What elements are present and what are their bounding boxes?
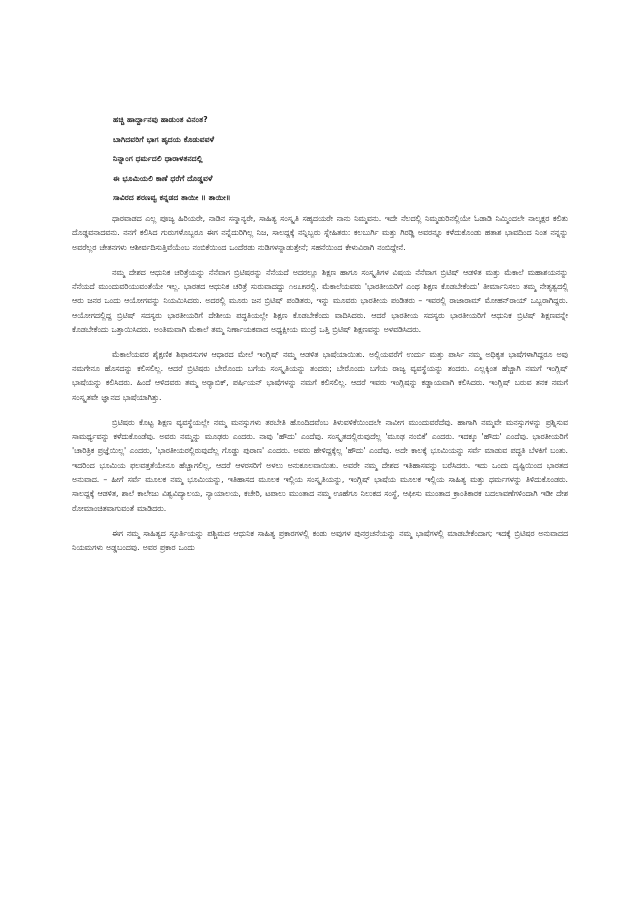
paragraph-british-education: ಬ್ರಿಟಿಷರು ಕೊಟ್ಟ ಶಿಕ್ಷಣ ವ್ಯವಸ್ಥೆಯಲ್ಲೇ ನಮ್ಮ ಮನಸ್ಸುಗಳು ತರಬೇತಿ ಹೊಂದಿದವೆಂಬ ತಿಳುವಳಿಕೆಯಿಂದಲೇ ನಾವೀಗ ಮುಂದುವರೆದೆವು. ಹಾಗಾಗಿ ನಮ್ಮವೇ ಮನಸ್ಸುಗಳನ್ನು ಪ್ರಶ್ನಿಸುವ ಸಾಮರ್ಥ್ಯವನ್ನು ಕಳೆದುಕೊಂಡೆವು. ಅವರು ನಮ್ಮನ್ನು ಮೂಢರು ಎಂದರು. ನಾವು 'ಹೌದು' ಎಂದೆವು. ಸಂಸ್ಕೃತದಲ್ಲಿರುವುದೆಲ್ಲ 'ಮೂಢ ನಂಬಿಕೆ' ಎಂದರು. ಇದಕ್ಕೂ 'ಹೌದು' ಎಂದೆವು. ಭಾರತೀಯರಿಗೆ 'ಚಾರಿತ್ರಿಕ ಪ್ರಜ್ಞೆಯಿಲ್ಲ' ಎಂದರು, 'ಭಾರತೀಯರಲ್ಲಿರುವುದೆಲ್ಲ ಗೊಡ್ಡು ಪುರಾಣ' ಎಂದರು. ಅವರು ಹೇಳಿದ್ದಕ್ಕೆಲ್ಲ 'ಹೌದು' ಎಂದೆವು. ಅದೇ ಕಾಲಕ್ಕೆ ಭೂಮಿಯನ್ನು ಸರ್ವೆ ಮಾಡುವ ಪದ್ಧತಿ ಬೆಳಕಿಗೆ ಬಂತು. ಇದರಿಂದ ಭೂಮಿಯ ಫಲವತ್ತತೆಯೇನೂ ಹೆಚ್ಚಾಗಲಿಲ್ಲ, ಆದರೆ ಆಳರಸರಿಗೆ ಅಳಲು ಅನುಕೂಲವಾಯಿತು. ಅವರೇ ನಮ್ಮ ದೇಶದ ಇತಿಹಾಸವನ್ನು ಬರೆಸಿದರು. ಇದು ಒಂದು ದೃಷ್ಟಿಯಿಂದ ಭಾರತದ ಅನುವಾದ. – ಹೀಗೆ ಸರ್ವೆ ಮೂಲಕ ನಮ್ಮ ಭೂಮಿಯನ್ನು, ಇತಿಹಾಸದ ಮೂಲಕ ಇಲ್ಲಿಯ ಸಂಸ್ಕೃತಿಯನ್ನು, ಇಂಗ್ಲಿಷ್ ಭಾಷೆಯ ಮೂಲಕ ಇಲ್ಲಿಯ ಸಾಹಿತ್ಯ ಮತ್ತು ಧರ್ಮಗಳನ್ನು ತಿಳಿದುಕೊಂಡರು. ಸಾಲದ್ದಕ್ಕೆ ಆಡಳಿತ, ಶಾಲೆ ಕಾಲೇಜು ವಿಶ್ವವಿದ್ಯಾಲಯ, ನ್ಯಾಯಾಲಯ, ಕಚೇರಿ, ಟಪಾಲು ಮುಂತಾದ ನಮ್ಮ ಊಹೆಗೂ ನಿಲುಕದ ಸಂಸ್ಥೆ, ಆಫೀಸು ಮುಂತಾದ ಕ್ರಾಂತಿಕಾರಕ ಬದಲಾವಣೆಗಳಿಂದಾಗಿ ಇಡೀ ದೇಶ ರೋಮಾಂಚಿತವಾಗುವಂತೆ ಮಾಡಿದರು.	[72, 417, 568, 513]
body-text	[72, 212, 568, 566]
paragraph-translation-rules: ಈಗ ನಮ್ಮ ಸಾಹಿತ್ಯದ ಸ್ಫೂರ್ತಿಯನ್ನು ಪಶ್ಚಿಮದ ಆಧುನಿಕ ಸಾಹಿತ್ಯ ಪ್ರಕಾರಗಳಲ್ಲಿ ಕಂಡು ಅವುಗಳ ಪುನರ್ರಚನೆಯನ್ನು ನಮ್ಮ ಭಾಷೆಗಳಲ್ಲಿ ಮಾಡಬೇಕೆಂದಾಗ; ಇದಕ್ಕೆ ಬ್ರಿಟಿಷರ ಅನುವಾದದ ನಿಯಮಗಳು ಅಡ್ಡಬಂದವು. ಅವರ ಪ್ರಕಾರ ಒಂದು	[72, 528, 568, 552]
poem-line: ಸಾವಿರದ ಶರಣವ್ವ ಕನ್ನಡದ ತಾಯೀ ॥ ತಾಯೀ॥	[113, 193, 231, 202]
poem-line: ಈ ಭೂಮಿಯಲಿ ಕಾಣೆ ಧರೆಗೆ ದೊಡ್ಡವಳೆ	[113, 173, 213, 183]
paragraph-greeting: ಧಾರವಾಡದ ಎಲ್ಲ ಪೂಜ್ಯ ಹಿರಿಯರೇ, ನಾಡಿನ ಸನ್ಮಾನ್ಯರೇ, ಸಾಹಿತ್ಯ ಸಂಸ್ಕೃತಿ ಸಹೃದಯರೇ ನಾನು ನಿಮ್ಮವನು. ಇದೇ ನೆಲದಲ್ಲಿ ನಿಮ್ಮಡುರಿನಲ್ಲಿಯೇ ಓಡಾಡಿ ನಿಮ್ಮಿಂದಲೇ ನಾಲ್ಕಕ್ಷರ ಕಲಿತು ದೊಡ್ಡವನಾದವನು. ನನಗೆ ಕಲಿಸಿದ ಗುರುಗಳೊಬ್ಬರೂ ಈಗ ನನ್ನೆದುರಿಗಿಲ್ಲ ನಿಜ, ಸಾಲದ್ದಕ್ಕೆ ನನ್ನಿಬ್ಬರು ಸ್ನೇಹಿತರು: ಕಲಬುರ್ಗಿ ಮತ್ತು ಗಿರಡ್ಡಿ ಅವರನ್ನೂ ಕಳೆದುಕೊಂಡು ಹತಾಶ ಭಾವದಿಂದ ನಿಂತ ನನ್ನನ್ನು ಅವರೆಲ್ಲರ ಚೇತನಗಳು ಆಶೀರ್ವದಿಸುತ್ತಿವೆಯೆಂಬ ನಂಬಿಕೆಯಿಂದ ಒಂದೆರಡು ನುಡಿಗಳನ್ನಾಡುತ್ತೇನೆ; ಸಹನೆಯಿಂದ ಕೇಳುವಿರಾಗಿ ನಂಬಿದ್ದೇನೆ.	[72, 214, 568, 252]
poem-line: ಬಾಗಿದವರಿಗೆ ಭಾಗ ಹೃದಯ ಕೊಡುವವಳೆ	[113, 134, 215, 144]
paragraph-english-language: ಮೆಕಾಲೆಯವರ ಶೈಕ್ಷಣಿಕ ಶಿಫಾರಸುಗಳ ಆಧಾರದ ಮೇಲೆ ಇಂಗ್ಲಿಷ್ ನಮ್ಮ ಆಡಳಿತ ಭಾಷೆಯಾಯಿತು. ಅಲ್ಲಿಯವರೆಗೆ ಉರ್ದು ಮತ್ತು ಪಾರ್ಸಿ ನಮ್ಮ ಅಧಿಕೃತ ಭಾಷೆಗಳಾಗಿದ್ದರೂ ಅವು ನಮಗೇನೂ ಹೊಸದನ್ನು ಕಲಿಸಲಿಲ್ಲ. ಆದರೆ ಬ್ರಿಟಿಷರು ಬೇರೊಂದು ಬಗೆಯ ಸಂಸ್ಕೃತಿಯನ್ನು ತಂದರು; ಬೇರೊಂದು ಬಗೆಯ ರಾಜ್ಯ ವ್ಯವಸ್ಥೆಯನ್ನು ತಂದರು. ಎಲ್ಲಕ್ಕಿಂತ ಹೆಚ್ಚಾಗಿ ನಮಗೆ ಇಂಗ್ಲಿಷ್ ಭಾಷೆಯನ್ನು ಕಲಿಸಿದರು. ಹಿಂದೆ ಆಳಿದವರು ತಮ್ಮ ಅರ್‍ಯಾಬಿಕ್, ಪರ್ಷಿಯನ್ ಭಾಷೆಗಳನ್ನು ನಮಗೆ ಕಲಿಸಲಿಲ್ಲ. ಆದರೆ ಇವರು ಇಂಗ್ಲಿಷನ್ನು ಕಡ್ಡಾಯವಾಗಿ ಕಲಿಸಿದರು. ಇಂಗ್ಲಿಷ್ ಬರುವ ತನಕ ನಮಗೆ ಸಂಸ್ಕೃತವೇ ಜ್ಞಾನದ ಭಾಷೆಯಾಗಿತ್ತು.	[72, 349, 568, 402]
paragraph-modern-history: ನಮ್ಮ ದೇಶದ ಆಧುನಿಕ ಚರಿತ್ರೆಯನ್ನು ನೆನೆವಾಗ ಬ್ರಿಟಿಷರನ್ನು ನೆನೆಯದೆ ಅದರಲ್ಲೂ ಶಿಕ್ಷಣ ಹಾಗೂ ಸಂಸ್ಕೃತಿಗಳ ವಿಷಯ ನೆನೆವಾಗ ಬ್ರಿಟಿಷ್ ಆಡಳಿತ ಮತ್ತು ಮೆಕಾಲೆ ಮಹಾಶಯನನ್ನು ನೆನೆಯದೆ ಮುಂದುವರಿಯುವಂತೆಯೇ ಇಲ್ಲ. ಭಾರತದ ಆಧುನಿಕ ಚರಿತ್ರೆ ಸುರುವಾದದ್ದು ೧೮೭೫ರಲ್ಲಿ. ಮೆಕಾಲೆಯವರು 'ಭಾರತೀಯರಿಗೆ ಎಂಥ ಶಿಕ್ಷಣ ಕೊಡಬೇಕೆಂದು' ತೀರ್ಮಾನಿಸಲು ತಮ್ಮ ನೇತೃತ್ವದಲ್ಲಿ ಆರು ಜನರ ಒಂದು ಆಯೋಗವನ್ನು ನಿಯಮಿಸಿದರು. ಅದರಲ್ಲಿ ಮೂರು ಜನ ಬ್ರಿಟಿಷ್ ಪಂಡಿತರು, ಇನ್ನು ಮೂವರು ಭಾರತೀಯ ಪಂಡಿತರು – ಇವರಲ್ಲಿ ರಾಜಾರಾಮ್ ಮೋಹನ್‌ರಾಯ್ ಒಬ್ಬರಾಗಿದ್ದರು. ಆಯೋಗದಲ್ಲಿದ್ದ ಬ್ರಿಟಿಷ್ ಸದಸ್ಯರು ಭಾರತೀಯರಿಗೆ ದೇಶೀಯ ಪದ್ಧತಿಯಲ್ಲೇ ಶಿಕ್ಷಣ ಕೊಡಬೇಕೆಂದು ವಾದಿಸಿದರು. ಆದರೆ ಭಾರತೀಯ ಸದಸ್ಯರು ಭಾರತೀಯರಿಗೆ ಆಧುನಿಕ ಬ್ರಿಟಿಷ್ ಶಿಕ್ಷಣವನ್ನೇ ಕೊಡಬೇಕೆಂದು ಒತ್ತಾಯಿಸಿದರು. ಅಂತಿಮವಾಗಿ ಮೆಕಾಲೆ ತಮ್ಮ ನಿರ್ಣಾಯಕವಾದ ಅಧ್ಯಕ್ಷೀಯ ಮುದ್ರೆ ಒತ್ತಿ ಬ್ರಿಟಿಷ್ ಶಿಕ್ಷಣವನ್ನು ಅಳವಡಿಸಿದರು.	[72, 267, 568, 334]
poem-line: ನಿನ್ನಾಂಗ ಧರ್ಮದಲಿ ಧಾರಾಳತನದಲ್ಲಿ	[113, 154, 203, 163]
opening-poem	[113, 110, 533, 208]
poem-line: ಹಚ್ಚಿ ಹಾರ್ದ್ದಾನವು ಹಾಡುಂತ ವಿನಂತ?	[113, 115, 208, 124]
